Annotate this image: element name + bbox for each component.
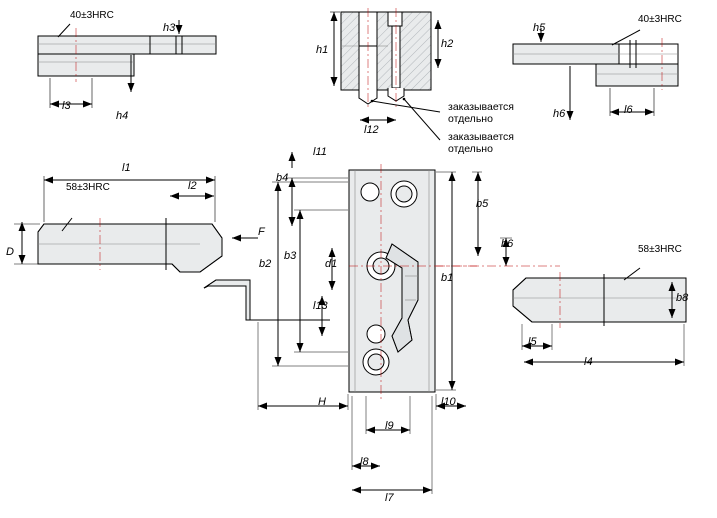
dimension-l5: l5	[528, 336, 537, 348]
hardness-note-mid-left: 58±3HRC	[66, 182, 110, 193]
dimension-l9: l9	[385, 420, 394, 432]
dimension-F: F	[258, 226, 265, 238]
annotation-1-line-1: заказывается	[448, 101, 514, 113]
view-mid-left	[14, 176, 330, 320]
hardness-note-top-left: 40±3HRC	[70, 10, 114, 21]
hardness-note-mid-right: 58±3HRC	[638, 244, 682, 255]
annotation-2-line-2: отдельно	[448, 143, 493, 155]
dimension-b3: b3	[284, 250, 297, 262]
dimension-h1: h1	[316, 44, 329, 56]
dimension-b6: b6	[501, 238, 514, 250]
dimension-h3: h3	[163, 22, 176, 34]
dimension-h4: h4	[116, 110, 129, 122]
hardness-note-top-right: 40±3HRC	[638, 14, 682, 25]
view-top-middle	[330, 8, 440, 140]
dimension-h2: h2	[441, 38, 454, 50]
dimension-H: H	[318, 396, 326, 408]
dimension-b8: b8	[676, 292, 689, 304]
view-top-left	[38, 20, 216, 108]
dimension-b5: b5	[476, 198, 489, 210]
dimension-l7: l7	[385, 492, 394, 504]
dimension-l8: l8	[360, 456, 369, 468]
dimension-l4: l4	[584, 356, 593, 368]
view-top-right	[513, 28, 678, 120]
dimension-l10: l10	[441, 396, 456, 408]
dimension-l12: l12	[364, 124, 379, 136]
view-center-body	[258, 152, 560, 494]
dimension-l2: l2	[188, 180, 197, 192]
dimension-D: D	[6, 246, 14, 258]
annotation-1-line-2: отдельно	[448, 113, 493, 125]
dimension-l11: l11	[313, 146, 327, 158]
dimension-d1: d1	[325, 258, 338, 270]
dimension-h6: h6	[553, 108, 566, 120]
annotation-2-line-1: заказывается	[448, 131, 514, 143]
dimension-b1: b1	[441, 272, 454, 284]
dimension-l1: l1	[122, 162, 131, 174]
dimension-l3: l3	[62, 100, 71, 112]
dimension-h5: h5	[533, 22, 546, 34]
view-mid-right	[513, 268, 689, 366]
dimension-b2: b2	[259, 258, 272, 270]
dimension-b4: b4	[276, 172, 289, 184]
dimension-l13: l13	[313, 300, 328, 312]
dimension-l6: l6	[624, 104, 633, 116]
